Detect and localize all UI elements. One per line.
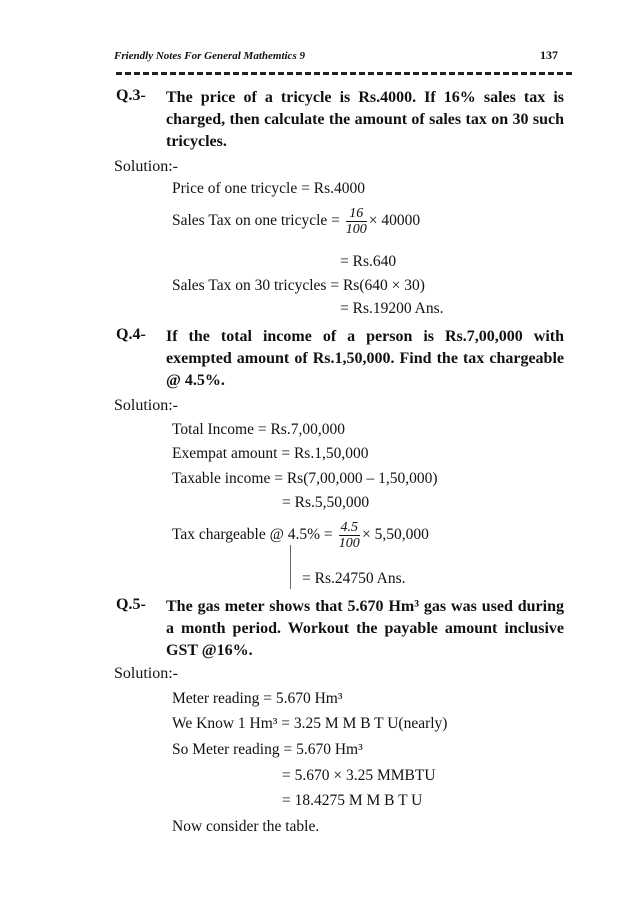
q5-line-3: So Meter reading = 5.670 Hm³ xyxy=(172,741,363,758)
page-header xyxy=(114,50,582,70)
q5-line-4: = 5.670 × 3.25 MMBTU xyxy=(282,767,436,784)
page-number: 137 xyxy=(540,48,558,62)
q4-line-5-multiplier: × 5,50,000 xyxy=(362,526,429,544)
fraction xyxy=(339,520,361,551)
header-divider xyxy=(116,72,572,75)
q3-line-2-multiplier: × 40000 xyxy=(368,212,421,230)
q3-line-4: Sales Tax on 30 tricycles = Rs(640 × 30) xyxy=(172,277,425,294)
question-3-text: The price of a tricycle is Rs.4000. If 16% sales tax is charged, then calculate the amount of sales tax on 30 such tricycles. xyxy=(166,89,564,150)
q5-line-6: Now consider the table. xyxy=(172,818,320,835)
solution-4-heading: Solution:- xyxy=(114,397,179,414)
q4-line-1: Total Income = Rs.7,00,000 xyxy=(172,421,345,438)
q3-line-2-text: Sales Tax on one tricycle = xyxy=(172,212,344,230)
solution-3-heading: Solution:- xyxy=(114,158,179,175)
q5-line-1: Meter reading = 5.670 Hm³ xyxy=(172,690,343,707)
q3-line-2 xyxy=(172,206,420,237)
q5-line-5: = 18.4275 M M B T U xyxy=(282,792,423,809)
q4-line-5 xyxy=(172,520,429,551)
q4-line-5-text: Tax chargeable @ 4.5% = xyxy=(172,526,337,544)
q4-line-2: Exempat amount = Rs.1,50,000 xyxy=(172,445,369,462)
question-4-label: Q.4- xyxy=(116,326,146,343)
fraction-denominator: 100 xyxy=(345,222,367,237)
question-5-text: The gas meter shows that 5.670 Hm³ gas was used during a month period. Workout the payable amount inclusive GST @16%. xyxy=(166,598,564,659)
q5-line-2: We Know 1 Hm³ = 3.25 M M B T U(nearly) xyxy=(172,715,448,732)
question-5-label: Q.5- xyxy=(116,596,146,613)
fraction xyxy=(346,206,367,237)
question-3-label: Q.3- xyxy=(116,87,146,104)
q4-line-4: = Rs.5,50,000 xyxy=(282,494,370,511)
q4-line-3: Taxable income = Rs(7,00,000 – 1,50,000) xyxy=(172,470,438,487)
q3-line-1: Price of one tricycle = Rs.4000 xyxy=(172,180,365,197)
header-title: Friendly Notes For General Mathemtics 9 xyxy=(114,50,305,62)
scan-mark xyxy=(290,545,291,589)
q3-line-3: = Rs.640 xyxy=(340,253,397,270)
solution-5-heading: Solution:- xyxy=(114,665,179,682)
fraction-denominator: 100 xyxy=(338,536,360,551)
q4-line-6: = Rs.24750 Ans. xyxy=(302,570,406,587)
fraction-numerator: 16 xyxy=(346,206,367,222)
fraction-numerator: 4.5 xyxy=(340,520,359,535)
question-4-text: If the total income of a person is Rs.7,00,000 with exempted amount of Rs.1,50,000. Find the tax chargeable @ 4.5%. xyxy=(166,328,564,389)
q3-line-5: = Rs.19200 Ans. xyxy=(340,300,444,317)
